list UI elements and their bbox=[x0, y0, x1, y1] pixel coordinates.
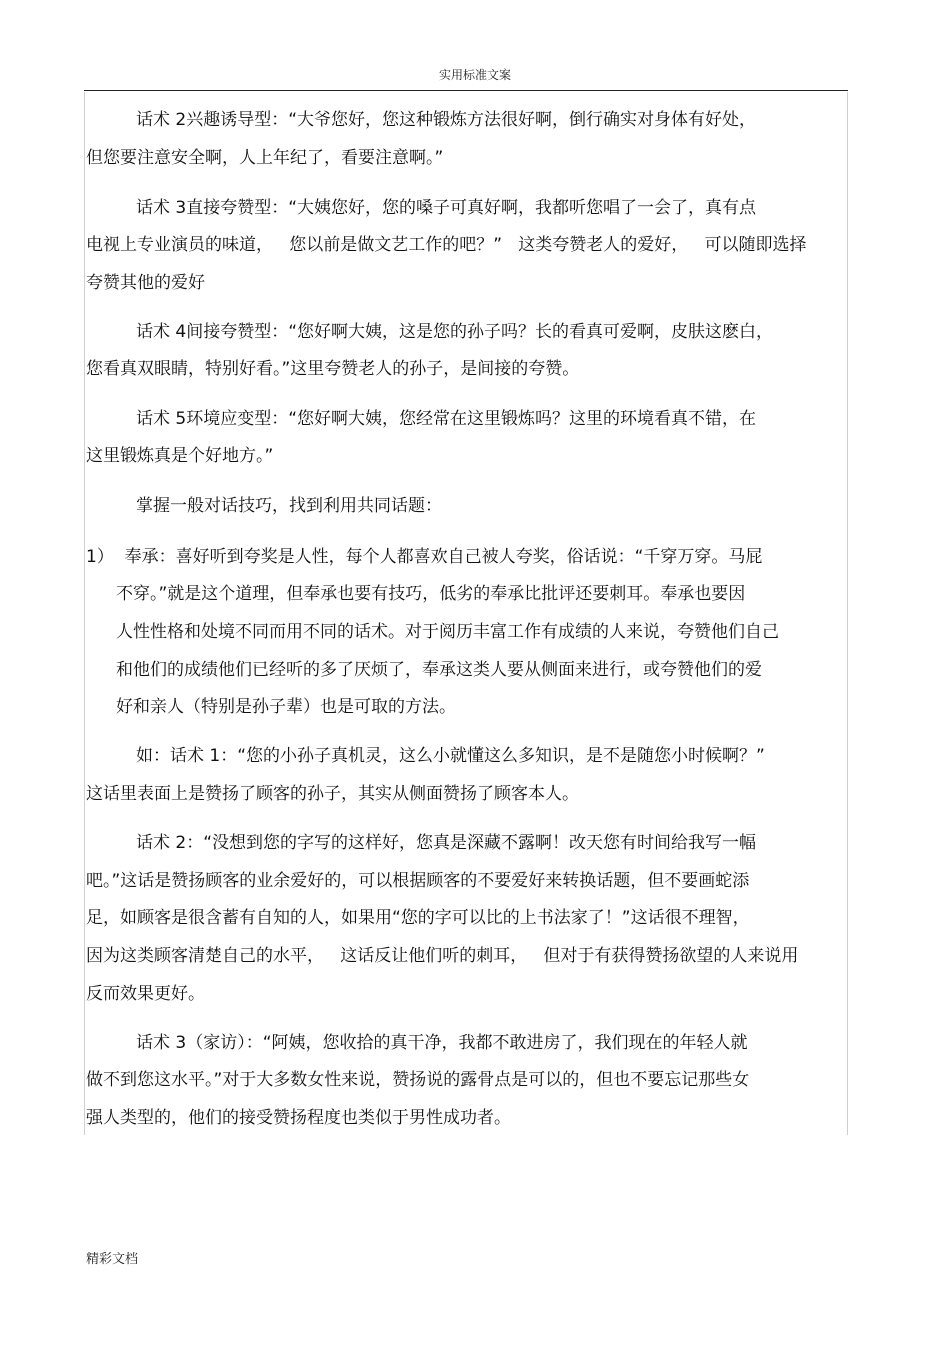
paragraph-line: 话术 5环境应变型：“您好啊大姨，您经常在这里锻炼吗？这里的环境看真不错，在 bbox=[136, 409, 757, 429]
paragraph-line: 夸赞其他的爱好 bbox=[86, 273, 205, 293]
paragraph-line: 因为这类顾客清楚自己的水平， 这话反让他们听的刺耳， 但对于有获得赞扬欲望的人来说用 bbox=[86, 946, 799, 966]
paragraph-line: 话术 2：“没想到您的字写的这样好，您真是深藏不露啊！改天您有时间给我写一幅 bbox=[136, 833, 757, 853]
paragraph-line: 但您要注意安全啊，人上年纪了，看要注意啊。” bbox=[86, 148, 444, 168]
list-item-line: 和他们的成绩他们已经听的多了厌烦了，奉承这类人要从侧面来进行，或夸赞他们的爱 bbox=[116, 660, 762, 680]
paragraph-line: 您看真双眼睛，特别好看。”这里夸赞老人的孙子，是间接的夸赞。 bbox=[86, 359, 580, 379]
page-header-title: 实用标准文案 bbox=[438, 68, 511, 82]
page-footer-text: 精彩文档 bbox=[86, 1252, 139, 1267]
paragraph-line: 这话里表面上是赞扬了顾客的孙子，其实从侧面赞扬了顾客本人。 bbox=[86, 784, 579, 804]
paragraph-line: 话术 2兴趣诱导型：“大爷您好，您这种锻炼方法很好啊，倒行确实对身体有好处， bbox=[136, 110, 757, 130]
paragraph-line: 电视上专业演员的味道， 您以前是做文艺工作的吧？” 这类夸赞老人的爱好， 可以随即选择 bbox=[86, 235, 807, 255]
paragraph-line: 做不到您这水平。”对于大多数女性来说，赞扬说的露骨点是可以的，但也不要忘记那些女 bbox=[86, 1070, 750, 1090]
header-divider bbox=[84, 90, 848, 91]
list-item-line: 不穿。”就是这个道理，但奉承也要有技巧，低劣的奉承比批评还要刺耳。奉承也要因 bbox=[116, 584, 746, 604]
paragraph-line: 话术 4间接夸赞型：“您好啊大姨，这是您的孙子吗？长的看真可爱啊，皮肤这麽白， bbox=[136, 322, 774, 342]
paragraph-line: 足，如顾客是很含蓄有自知的人，如果用“您的字可以比的上书法家了！”这话很不理智， bbox=[86, 908, 750, 928]
paragraph-line: 强人类型的，他们的接受赞扬程度也类似于男性成功者。 bbox=[86, 1108, 511, 1128]
paragraph-line: 反而效果更好。 bbox=[86, 984, 205, 1004]
paragraph-line: 这里锻炼真是个好地方。” bbox=[86, 446, 274, 466]
paragraph-line: 吧。”这话是赞扬顾客的业余爱好的，可以根据顾客的不要爱好来转换话题，但不要画蛇添 bbox=[86, 871, 750, 891]
page-border-right bbox=[847, 92, 848, 1135]
page-border-left bbox=[84, 92, 85, 1135]
paragraph-line: 话术 3直接夸赞型：“大姨您好，您的嗓子可真好啊，我都听您唱了一会了，真有点 bbox=[136, 198, 757, 218]
paragraph-line: 话术 3（家访）：“阿姨，您收拾的真干净，我都不敢进房了，我们现在的年轻人就 bbox=[136, 1033, 748, 1053]
list-item-line: 好和亲人（特别是孙子辈）也是可取的方法。 bbox=[116, 697, 456, 717]
paragraph-line: 掌握一般对话技巧，找到利用共同话题： bbox=[136, 496, 442, 516]
list-item-line: 1） 奉承：喜好听到夸奖是人性，每个人都喜欢自己被人夸奖，俗话说：“千穿万穿。马屁 bbox=[86, 547, 763, 567]
paragraph-line: 如：话术 1：“您的小孙子真机灵，这么小就懂这么多知识，是不是随您小时候啊？” bbox=[136, 746, 765, 766]
list-item-line: 人性性格和处境不同而用不同的话术。对于阅历丰富工作有成绩的人来说，夸赞他们自己 bbox=[116, 622, 779, 642]
